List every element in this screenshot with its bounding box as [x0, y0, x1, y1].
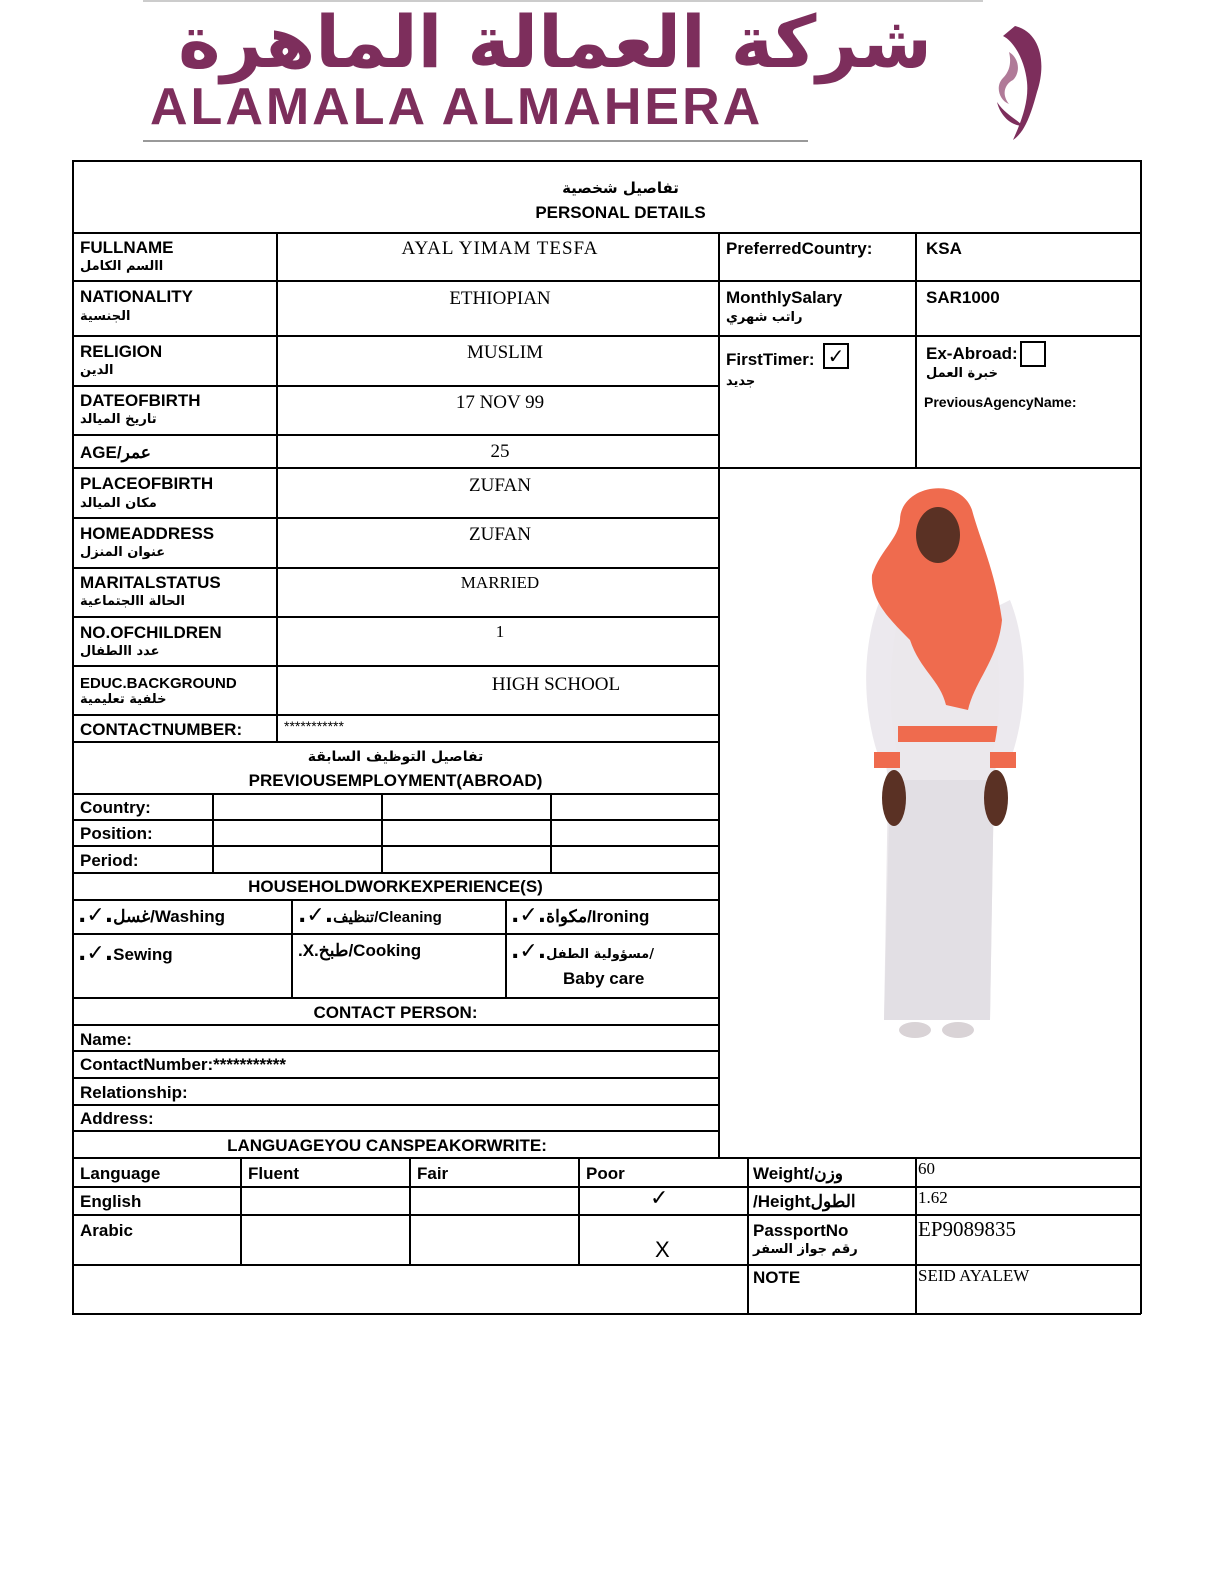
rule [72, 819, 719, 821]
pob-value: ZUFAN [469, 475, 531, 496]
monthly-salary-value: SAR1000 [926, 288, 1000, 307]
monthly-salary-label: MonthlySalary [726, 288, 843, 307]
marital-label: MARITALSTATUS [80, 573, 221, 592]
nationality-label-ar: الجنسية [80, 309, 131, 324]
check-icon: .✓. [78, 903, 114, 928]
applicant-photo [850, 480, 1040, 1050]
languages-header-fluent: Fluent [248, 1164, 299, 1183]
home-label-ar: عنوان المنزل [80, 545, 166, 560]
educ-label: EDUC.BACKGROUND [80, 675, 237, 692]
religion-value: MUSLIM [466, 342, 543, 363]
rule [72, 845, 719, 847]
check-icon: .✓. [511, 939, 547, 964]
rule [72, 1214, 1141, 1216]
household-item-label: مكواة/Ironing [546, 907, 650, 926]
prev-employment-position-label: Position: [80, 824, 153, 843]
frame-right [1140, 160, 1142, 1314]
rule [72, 1104, 719, 1106]
contact-label: CONTACTNUMBER: [80, 720, 243, 739]
rule [291, 899, 293, 997]
check-icon: .✓. [298, 903, 334, 928]
household-item-washing [78, 903, 225, 928]
rule [72, 1077, 719, 1079]
rule [72, 517, 719, 519]
household-item-cooking [298, 941, 421, 961]
rule [72, 1024, 719, 1026]
preferred-country-value: KSA [926, 239, 962, 258]
household-item-label: طبخ/Cooking [318, 941, 422, 960]
monthly-salary-label-ar: راتب شهري [726, 310, 803, 325]
height-label: /Heightالطول [753, 1192, 856, 1211]
dob-label: DATEOFBIRTH [80, 391, 201, 410]
household-item-baby-care [511, 939, 654, 964]
household-item-cleaning [298, 903, 442, 928]
rule [72, 1186, 1141, 1188]
company-name-english: ALAMALA ALMAHERA [150, 78, 764, 136]
rule [212, 793, 214, 872]
rule [381, 793, 383, 872]
header-bottom-rule [143, 140, 808, 142]
rule [72, 793, 719, 795]
rule [240, 1157, 242, 1264]
home-label: HOMEADDRESS [80, 524, 215, 543]
weight-label: Weight/وزن [753, 1164, 843, 1183]
cross-icon: X [655, 1237, 670, 1262]
check-icon: .✓. [511, 903, 547, 928]
educ-label-ar: خلفية تعليمية [80, 692, 167, 707]
ex-abroad-label: Ex-Abroad: [926, 344, 1018, 363]
ex-abroad-label-ar: خبرة العمل [926, 366, 998, 381]
rule [72, 665, 719, 667]
rule [72, 1050, 719, 1052]
note-label: NOTE [753, 1268, 801, 1287]
prev-employment-country-label: Country: [80, 798, 151, 817]
pob-label: PLACEOFBIRTH [80, 474, 214, 493]
children-label-ar: عدد االطفال [80, 644, 160, 659]
educ-value: HIGH SCHOOL [491, 674, 621, 695]
household-item-label: غسل/Washing [113, 907, 226, 926]
age-label: AGE/عمر [80, 443, 151, 462]
household-title: HOUSEHOLDWORKEXPERIENCE(S) [248, 877, 543, 896]
rule [505, 899, 507, 997]
frame-top [72, 160, 1141, 162]
rule [72, 714, 719, 716]
contact-value: *********** [284, 718, 344, 734]
household-item-label: مسؤولية الطفل/ [546, 947, 654, 962]
rule [72, 872, 719, 874]
rule [915, 232, 917, 467]
weight-value: 60 [918, 1159, 935, 1178]
languages-header-poor: Poor [586, 1164, 625, 1183]
passport-label: PassportNo [753, 1221, 849, 1240]
first-timer-label-ar: جديد [726, 374, 756, 389]
religion-label-ar: الدين [80, 363, 114, 378]
section-title-arabic: تفاصيل شخصية [562, 179, 679, 197]
company-logo-icon [985, 22, 1050, 144]
rule [72, 467, 1141, 469]
rule [915, 1157, 917, 1313]
company-name-arabic: شركة العمالة الماهرة [178, 0, 932, 84]
prev-employment-title-arabic: تفاصيل التوظيف السابقة [307, 749, 484, 765]
dob-value: 17 NOV 99 [455, 392, 545, 413]
rule [550, 793, 552, 872]
preferred-country-label: PreferredCountry: [726, 239, 873, 258]
nationality-label: NATIONALITY [80, 287, 194, 306]
rule [276, 232, 278, 742]
rule [72, 899, 719, 901]
rule [72, 567, 719, 569]
height-value: 1.62 [918, 1188, 948, 1207]
language-row-english: English [80, 1192, 142, 1211]
rule [72, 385, 719, 387]
pob-label-ar: مكان الميالد [80, 496, 157, 511]
household-item-ironing [511, 903, 649, 928]
dob-label-ar: تاريخ الميالد [80, 412, 157, 427]
first-timer-checkbox[interactable]: ✓ [823, 343, 849, 369]
rule [578, 1157, 580, 1264]
contact-person-title: CONTACT PERSON: [313, 1003, 478, 1022]
contact-person-number: ContactNumber:*********** [80, 1055, 286, 1074]
frame-bottom [72, 1313, 1141, 1315]
household-item-label: Sewing [113, 945, 173, 964]
household-item-label: تنظيف/Cleaning [333, 909, 442, 926]
contact-person-relationship-label: Relationship: [80, 1083, 188, 1102]
prev-employment-period-label: Period: [80, 851, 139, 870]
cross-icon: .X. [298, 941, 319, 960]
prev-employment-title: PREVIOUSEMPLOYMENT(ABROAD) [248, 771, 543, 790]
rule [72, 232, 1141, 234]
home-value: ZUFAN [469, 524, 531, 545]
check-icon: ✓ [650, 1186, 669, 1211]
marital-value: MARRIED [460, 573, 540, 592]
rule [72, 997, 719, 999]
passport-label-ar: رقم جواز السفر [753, 1242, 858, 1257]
marital-label-ar: الحالة االجتماعية [80, 594, 186, 609]
religion-label: RELIGION [80, 342, 163, 361]
contact-person-address-label: Address: [80, 1109, 154, 1128]
rule [72, 1130, 719, 1132]
rule [72, 335, 1141, 337]
rule [72, 434, 719, 436]
rule [72, 280, 1141, 282]
section-title: PERSONAL DETAILS [535, 203, 706, 222]
rule [72, 933, 719, 935]
language-row-arabic: Arabic [80, 1221, 133, 1240]
fullname-label-ar: االسم الكامل [80, 259, 164, 274]
children-label: NO.OFCHILDREN [80, 623, 222, 642]
age-value: 25 [490, 441, 510, 462]
languages-title: LANGUAGEYOU CANSPEAKORWRITE: [227, 1136, 547, 1155]
rule [747, 1157, 749, 1313]
languages-header-language: Language [80, 1164, 161, 1183]
fullname-value: AYAL YIMAM TESFA [401, 238, 599, 259]
fullname-label: FULLNAME [80, 238, 174, 257]
children-value: 1 [495, 622, 505, 641]
household-item-baby-care-en: Baby care [563, 969, 645, 988]
first-timer-label: FirstTimer: [726, 350, 815, 369]
note-value: SEID AYALEW [918, 1266, 1030, 1285]
passport-value: EP9089835 [918, 1217, 1017, 1241]
household-item-sewing [78, 941, 173, 966]
check-icon: .✓. [78, 941, 114, 966]
rule [72, 616, 719, 618]
contact-person-name-label: Name: [80, 1030, 132, 1049]
previous-agency-label: PreviousAgencyName: [924, 394, 1077, 410]
rule [72, 741, 719, 743]
rule [409, 1157, 411, 1264]
languages-header-fair: Fair [417, 1164, 449, 1183]
nationality-value: ETHIOPIAN [449, 288, 551, 309]
ex-abroad-checkbox[interactable] [1020, 341, 1046, 367]
rule [72, 1157, 1141, 1159]
